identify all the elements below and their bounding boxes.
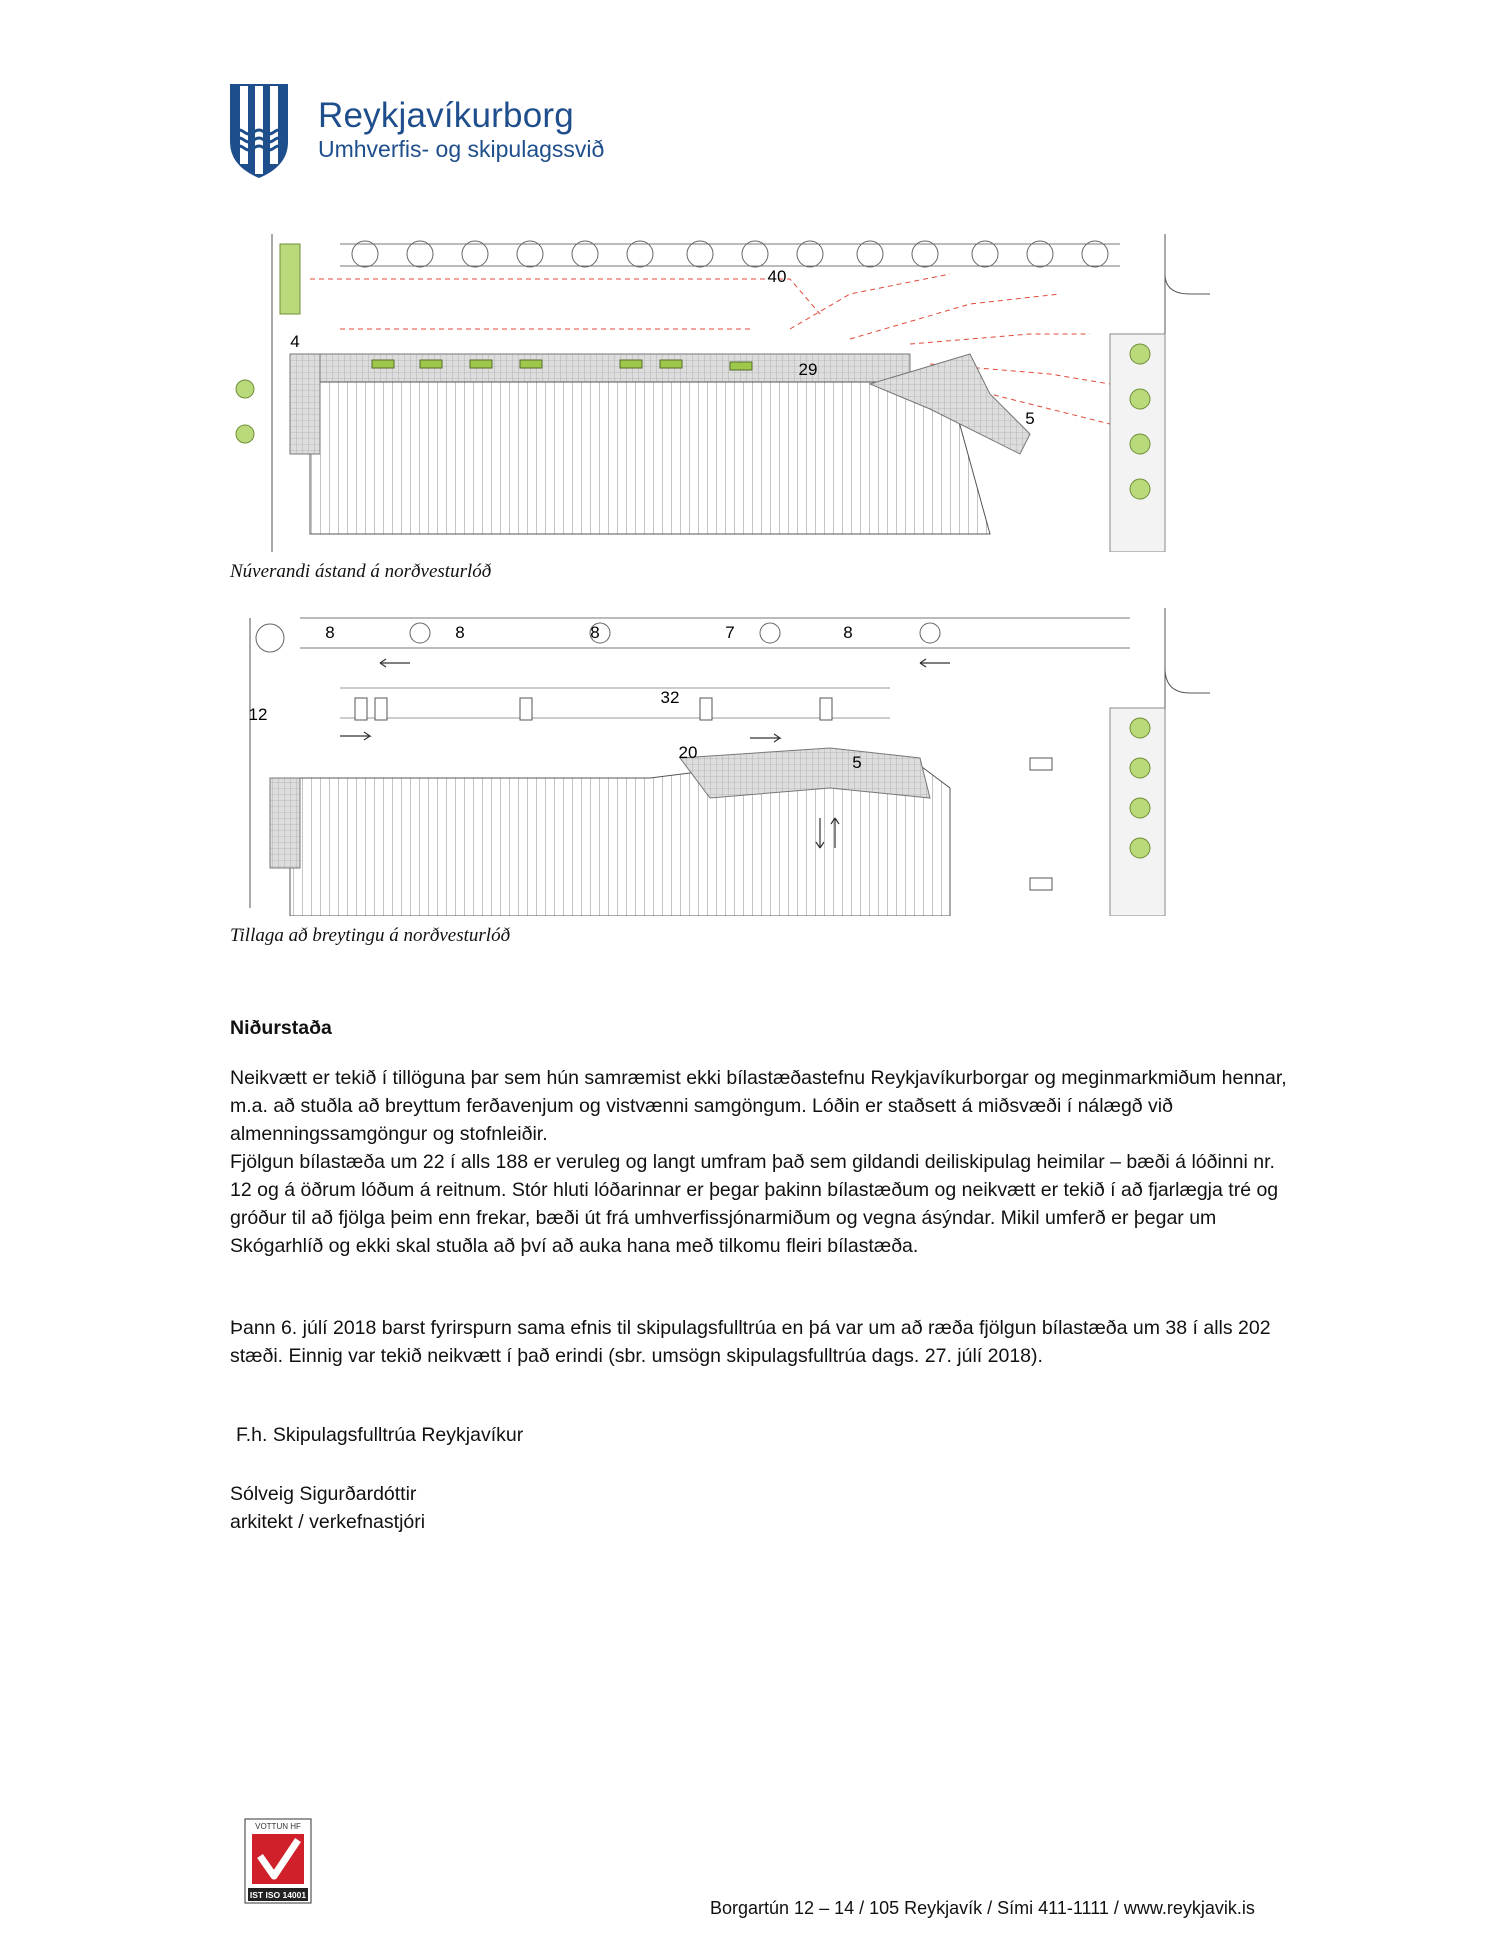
iso-certification-badge (244, 1818, 312, 1904)
stall-count-label: 7 (725, 623, 735, 642)
stall-count-label: 12 (248, 705, 268, 724)
stall-count-label: 20 (678, 743, 698, 762)
paragraph-history: Þann 6. júlí 2018 barst fyrirspurn sama efnis til skipulagsfulltrúa en þá var um að ræða fjölgun bílastæða um 38 í alls 202 stæði. Einnig var tekið neikvætt í það erindi (sbr. umsögn skipulagsfulltrúa dags. 27. júlí 2018). (230, 1317, 1271, 1367)
stall-count-label: 5 (852, 753, 862, 772)
stall-count-label: 29 (798, 360, 818, 379)
site-plan-proposed (230, 608, 1210, 916)
badge-top-text: VOTTUN HF (255, 1822, 301, 1831)
badge-bottom-text: IST ISO 14001 (249, 1890, 307, 1900)
stall-count-label: 40 (767, 267, 787, 286)
section-heading: Niðurstaða (230, 1017, 332, 1039)
stall-count-label: 32 (660, 688, 680, 707)
signer-title: arkitekt / verkefnastjóri (230, 1511, 426, 1533)
signoff: F.h. Skipulagsfulltrúa Reykjavíkur (236, 1424, 524, 1446)
site-plan-current (230, 234, 1210, 552)
department-name: Umhverfis- og skipulagssvið (318, 136, 605, 162)
plan-caption-current: Núverandi ástand á norðvesturlóð (230, 561, 492, 582)
stall-count-label: 8 (455, 623, 465, 642)
stall-count-label: 5 (1025, 409, 1035, 428)
paragraph-text: Fjölgun bílastæða um 22 í alls 188 er veruleg og langt umfram það sem gildandi deiliskipulag heimilar – bæði á lóðinni nr. 12 og á öðrum lóðum á reitnum. Stór hluti lóðarinnar er þegar þakinn bílastæðum og neikvætt er tekið í að fjarlægja tré og gróður til að fjölga þeim enn frekar, bæði út frá umhverfissjónarmiðum og vegna ásýndar. Mikil umferð er þegar um Skógarhlíð og ekki skal stuðla að því að auka hana með tilkomu fleiri bílastæða. (230, 1151, 1279, 1257)
org-name: Reykjavíkurborg (318, 96, 574, 135)
stall-count-label: 4 (290, 332, 300, 351)
paragraph-text: Neikvætt er tekið í tillöguna þar sem hún samræmist ekki bílastæðastefnu Reykjavíkurborgar og meginmarkmiðum hennar, m.a. að stuðla að breyttum ferðavenjum og vistvænni samgöngum. Lóðin er staðsett á miðsvæði í nálægð við almenningssamgöngur og stofnleiðir. (230, 1067, 1287, 1145)
plan-caption-proposed: Tillaga að breytingu á norðvesturlóð (230, 925, 511, 946)
paragraph-conclusion (230, 1064, 1290, 1260)
stall-count-label: 8 (843, 623, 853, 642)
stall-count-label: 8 (325, 623, 335, 642)
signer-name: Sólveig Sigurðardóttir (230, 1483, 417, 1505)
stall-count-label: 8 (590, 623, 600, 642)
footer-address: Borgartún 12 – 14 / 105 Reykjavík / Sími 411-1111 / www.reykjavik.is (710, 1898, 1255, 1918)
coat-of-arms-logo (228, 82, 290, 180)
